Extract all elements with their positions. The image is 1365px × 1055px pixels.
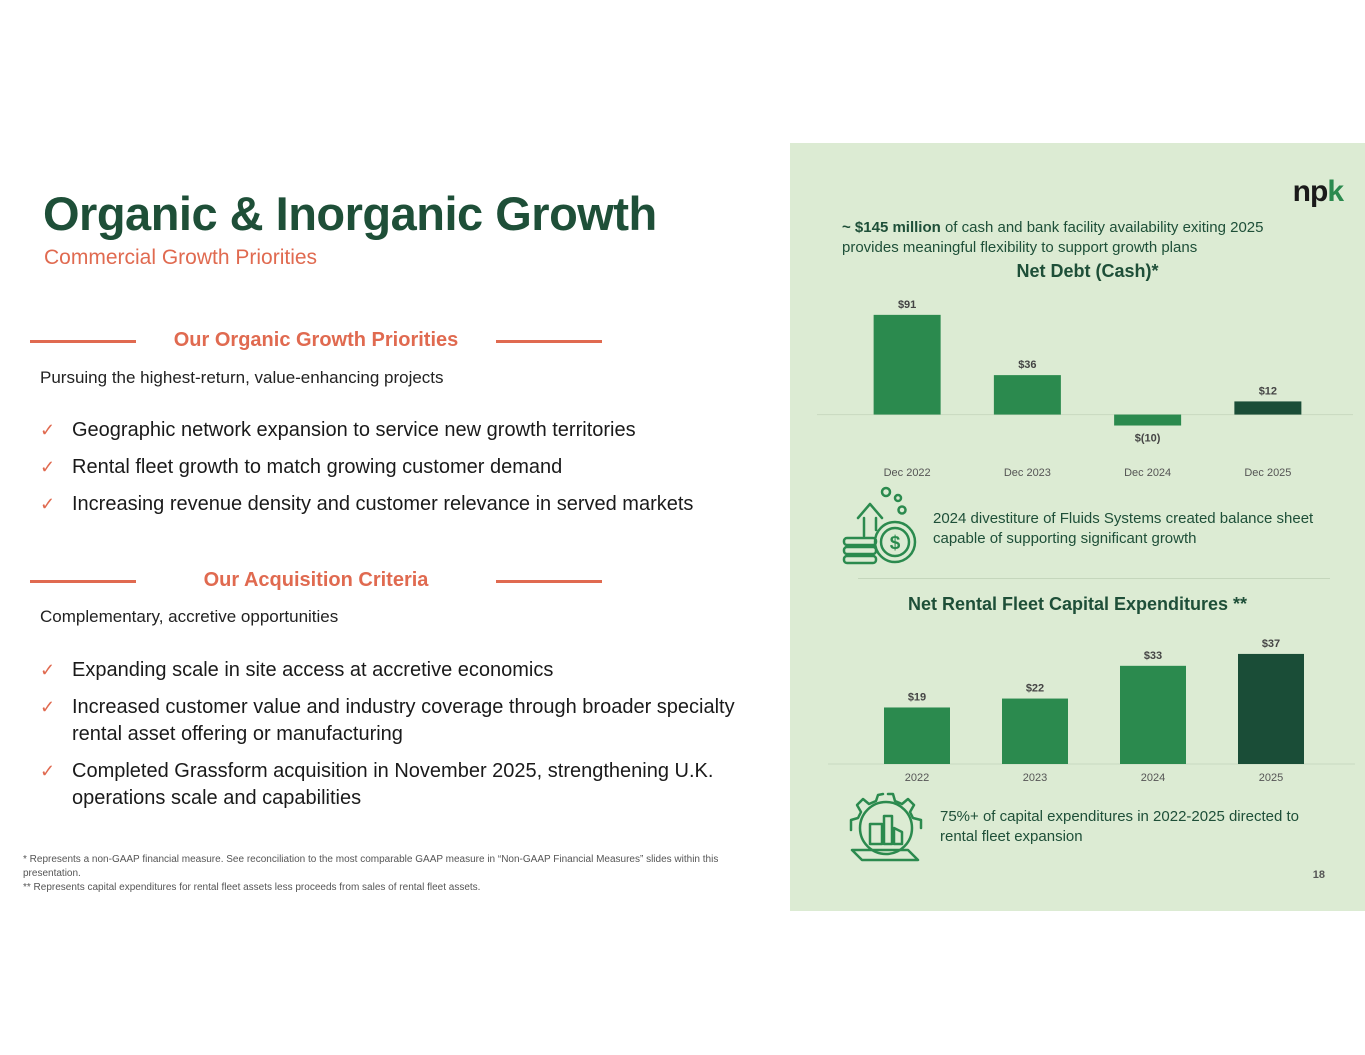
data-label: $22 — [1025, 682, 1045, 695]
page-subtitle: Commercial Growth Priorities — [44, 246, 318, 269]
bar-dec-2023 — [994, 375, 1061, 414]
category-label: 2025 — [1258, 772, 1284, 784]
net-debt-chart — [790, 283, 1365, 483]
divider-line — [30, 340, 136, 343]
panel-divider — [858, 578, 1330, 579]
page-title: Organic & Inorganic Growth — [43, 187, 657, 240]
check-icon: ✓ — [40, 697, 56, 717]
check-icon: ✓ — [40, 761, 56, 781]
footnotes — [23, 853, 763, 895]
footnote-2: ** Represents capital expenditures for rental fleet assets less proceeds from sales of rental fleet assets. — [23, 882, 481, 893]
divider-line — [496, 340, 602, 343]
net-debt-chart-title: Net Debt (Cash)* — [1016, 261, 1159, 281]
data-label: $37 — [1261, 637, 1281, 650]
acquisition-section-header — [30, 569, 600, 593]
list-item — [40, 758, 785, 812]
acquisition-heading: Our Acquisition Criteria — [203, 569, 429, 591]
capex-chart-title: Net Rental Fleet Capital Expenditures ** — [907, 594, 1248, 614]
cash-description: of cash and bank facility availability exiting 2025 provides meaningful flexibility to support growth plans — [842, 219, 1264, 256]
category-label: Dec 2024 — [1124, 467, 1172, 479]
organic-section-header — [30, 329, 600, 353]
capex-note: 75%+ of capital expenditures in 2022-2025 directed to rental fleet expansion — [940, 808, 1299, 845]
page-number: 18 — [1312, 869, 1325, 881]
organic-subtext: Pursuing the highest-return, value-enhancing projects — [40, 368, 444, 387]
category-label: 2022 — [904, 772, 930, 784]
bar-2024 — [1120, 666, 1186, 764]
list-item — [40, 657, 785, 684]
bullet-text: Geographic network expansion to service new growth territories — [72, 419, 636, 441]
check-icon: ✓ — [40, 457, 56, 477]
bullet-text: Rental fleet growth to match growing customer demand — [72, 456, 563, 478]
divider-line — [30, 580, 136, 583]
money-growth-icon — [840, 486, 922, 566]
bar-dec-2024 — [1114, 415, 1181, 426]
bar-2025 — [1238, 654, 1304, 764]
check-icon: ✓ — [40, 660, 56, 680]
category-label: Dec 2023 — [1003, 467, 1051, 479]
bar-dec-2025 — [1234, 401, 1301, 414]
check-icon: ✓ — [40, 494, 56, 514]
bullet-text: Expanding scale in site access at accretive economics — [72, 659, 554, 681]
cash-availability-text — [842, 218, 1322, 258]
list-item — [40, 491, 785, 518]
data-label: $36 — [1018, 359, 1037, 372]
data-label: $19 — [907, 691, 927, 704]
bullet-text: Increasing revenue density and customer relevance in served markets — [72, 493, 694, 515]
check-icon: ✓ — [40, 420, 56, 440]
data-label: $91 — [897, 298, 917, 311]
divider-line — [496, 580, 602, 583]
list-item — [40, 454, 785, 481]
acquisition-bullet-list — [40, 657, 785, 822]
category-label: 2023 — [1022, 772, 1048, 784]
npk-logo — [1293, 175, 1343, 209]
financial-panel — [790, 143, 1365, 911]
data-label: $(10) — [1134, 432, 1161, 445]
category-label: 2024 — [1140, 772, 1166, 784]
bar-2022 — [884, 707, 950, 764]
organic-bullet-list — [40, 417, 785, 528]
data-label: $12 — [1258, 385, 1278, 398]
footnote-1: * Represents a non-GAAP financial measure. See reconciliation to the most comparable GAAP measure in “Non-GAAP Financial Measures” slides within this presentation. — [23, 854, 719, 879]
acquisition-subtext: Complementary, accretive opportunities — [40, 607, 339, 626]
list-item — [40, 417, 785, 444]
category-label: Dec 2022 — [883, 467, 931, 479]
logo-text: np — [1292, 175, 1328, 208]
capex-chart — [790, 623, 1365, 793]
divestiture-note: 2024 divestiture of Fluids Systems created balance sheet capable of supporting significant growth — [933, 510, 1314, 547]
bullet-text: Completed Grassform acquisition in November 2025, strengthening U.K. operations scale and capabilities — [72, 760, 714, 809]
list-item — [40, 694, 785, 748]
factory-gear-icon — [848, 788, 928, 868]
svg-text:$: $ — [889, 533, 901, 554]
bullet-text: Increased customer value and industry coverage through broader specialty rental asset offering or manufacturing — [72, 696, 735, 745]
category-label: Dec 2025 — [1244, 467, 1292, 479]
organic-heading: Our Organic Growth Priorities — [173, 329, 459, 351]
data-label: $33 — [1143, 649, 1163, 662]
logo-k: k — [1327, 175, 1343, 208]
bar-dec-2022 — [874, 315, 941, 415]
bar-2023 — [1002, 699, 1068, 764]
cash-amount: ~ $145 million — [842, 219, 941, 236]
